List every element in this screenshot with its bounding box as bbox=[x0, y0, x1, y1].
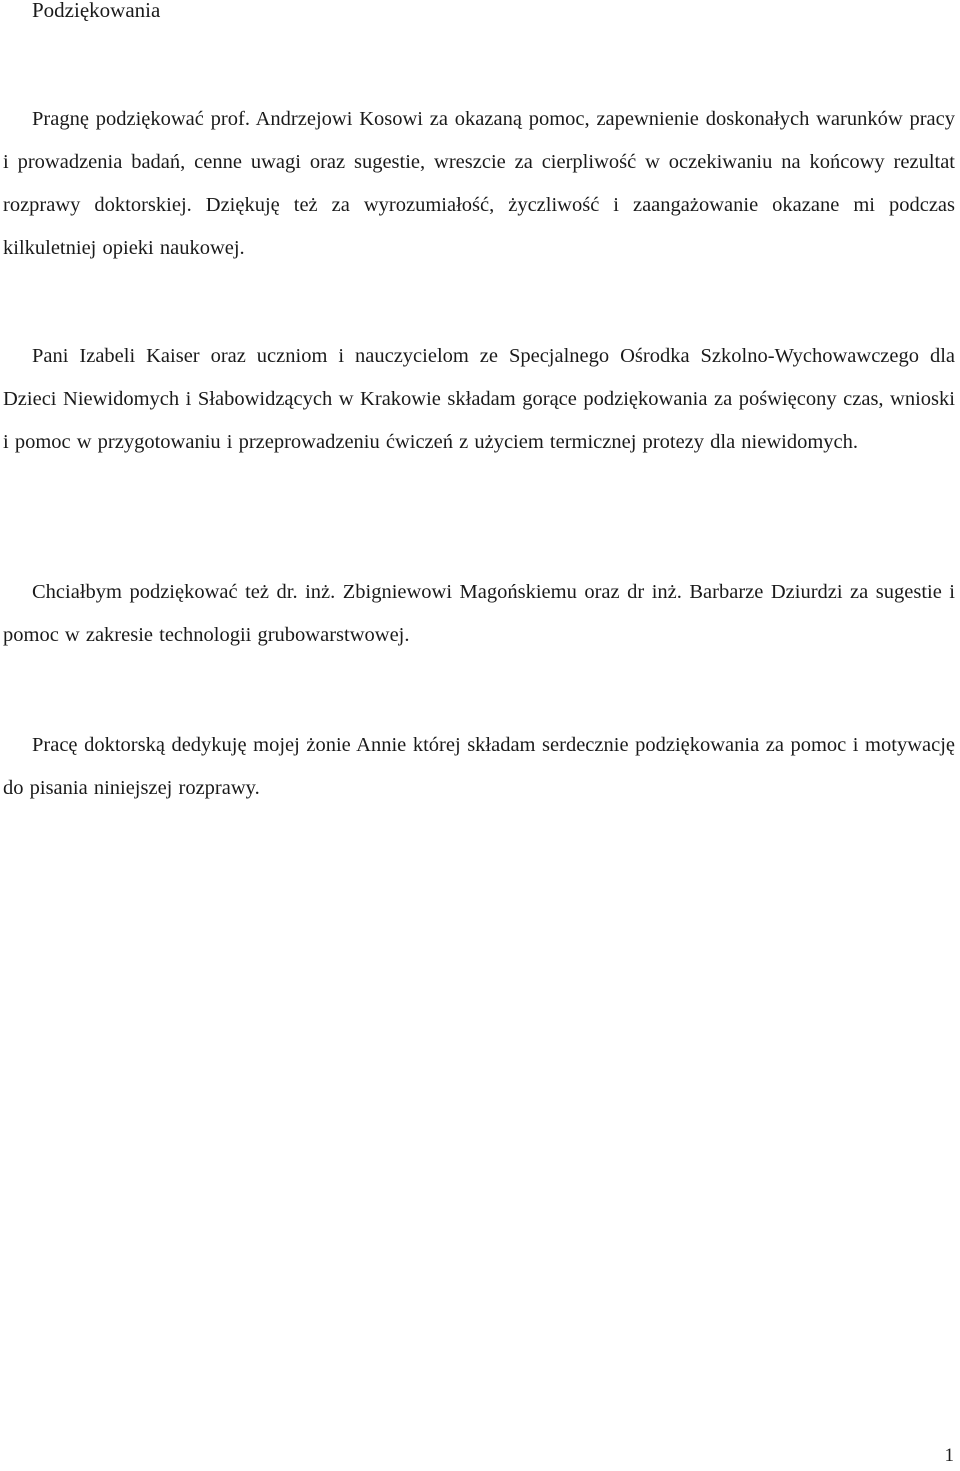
page-title: Podziękowania bbox=[32, 0, 161, 22]
page-number: 1 bbox=[944, 1445, 954, 1466]
paragraph-thanks-school: Pani Izabeli Kaiser oraz uczniom i nauczycielom ze Specjalnego Ośrodka Szkolno-Wychowawczego dla Dzieci Niewidomych i Słabowidzących w Krakowie składam gorące podziękowania za poświęcony czas, wnioski i pomoc w przygotowaniu i przeprowadzeniu ćwiczeń z użyciem termicznej protezy dla niewidomych. bbox=[3, 345, 955, 453]
paragraph-dedication: Pracę doktorską dedykuję mojej żonie Annie której składam serdecznie podziękowania za pomoc i motywację do pisania niniejszej rozprawy. bbox=[3, 734, 955, 799]
paragraph-thanks-supervisor: Pragnę podziękować prof. Andrzejowi Kosowi za okazaną pomoc, zapewnienie doskonałych warunków pracy i prowadzenia badań, cenne uwagi oraz sugestie, wreszcie za cierpliwość w oczekiwaniu na końcowy rezultat rozprawy doktorskiej. Dziękuję też za wyrozumiałość, życzliwość i zaangażowanie okazane mi podczas kilkuletniej opieki naukowej. bbox=[3, 108, 955, 259]
paragraph-thanks-colleagues: Chciałbym podziękować też dr. inż. Zbigniewowi Magońskiemu oraz dr inż. Barbarze Dziurdzi za sugestie i pomoc w zakresie technologii grubowarstwowej. bbox=[3, 581, 955, 646]
